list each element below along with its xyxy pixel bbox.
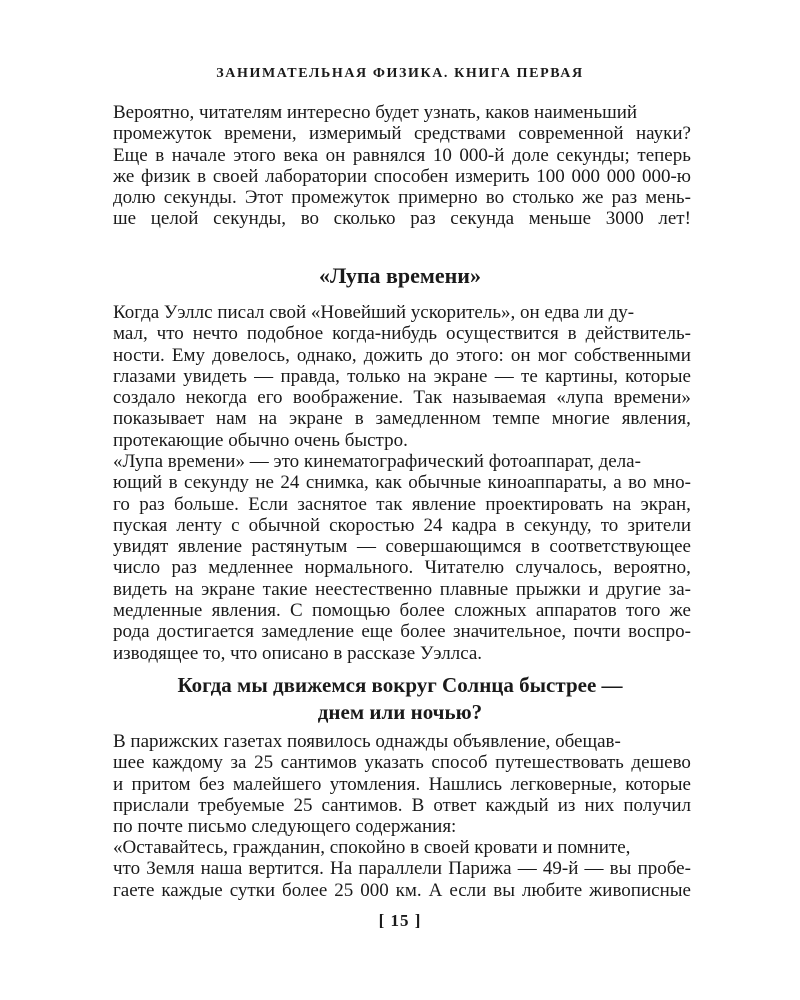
text-line: «Оставайтесь, гражданин, спокойно в своей кровати и помните, — [113, 837, 631, 858]
section-heading-sun-line-2: днем или ночью? — [317, 700, 483, 724]
text-line: изводящее то, что описано в рассказе Уэллса. — [113, 642, 483, 664]
text-line: и притом без малейшего утомления. Нашлись легковерные, которые — [113, 773, 691, 795]
text-line: создало некогда его воображение. Так называемая «лупа времени» — [113, 387, 691, 409]
section-heading-sun-line-1: Когда мы движемся вокруг Солнца быстрее — — [177, 673, 623, 697]
text-line: долю секунды. Этот промежуток примерно во столько же раз мень- — [113, 187, 691, 209]
text-line: промежуток времени, измеримый средствами современной науки? — [113, 123, 691, 145]
text-line: ше целой секунды, во сколько раз секунда меньше 3000 лет! — [113, 208, 691, 230]
text-line: рода достигается замедление еще более значительное, почти воспро- — [113, 621, 691, 643]
section-heading-lupa: «Лупа времени» — [318, 263, 481, 288]
text-line: ности. Ему довелось, однако, дожить до этого: он мог собственными — [113, 344, 691, 366]
page-number: [ 15 ] — [378, 911, 422, 930]
text-line: пуская ленту с обычной скоростью 24 кадра в секунду, то зрители — [113, 514, 691, 536]
text-line: число раз медленнее нормального. Читателю случалось, вероятно, — [113, 557, 691, 579]
text-line: увидят явление растянутым — совершающимся в соответствующее — [113, 536, 691, 558]
running-head: ЗАНИМАТЕЛЬНАЯ ФИЗИКА. КНИГА ПЕРВАЯ — [216, 66, 584, 81]
text-line: го раз больше. Если заснятое так явление проектировать на экран, — [113, 493, 691, 515]
text-line: В парижских газетах появилось однажды объявление, обещав- — [113, 731, 621, 752]
text-line: гаете каждые сутки более 25 000 км. А если вы любите живописные — [113, 879, 691, 901]
text-line: показывает нам на экране в замедленном темпе многие явления, — [113, 408, 691, 430]
text-line: «Лупа времени» — это кинематографический фотоаппарат, делa- — [113, 451, 641, 472]
text-line: что Земля наша вертится. На параллели Парижа — 49-й — вы пробе- — [113, 858, 691, 880]
text-line: протекающие обычно очень быстро. — [113, 429, 408, 451]
lupa-paragraph-2 — [113, 451, 691, 664]
text-line: Еще в начале этого века он равнялся 10 000-й доле секунды; теперь — [113, 144, 691, 166]
text-line: ющий в секунду не 24 снимка, как обычные киноаппараты, а во мно- — [113, 472, 691, 494]
sun-paragraph-1 — [113, 731, 691, 837]
sun-paragraph-2 — [113, 837, 691, 901]
lupa-paragraph-1 — [113, 302, 691, 451]
text-line: по почте письмо следующего содержания: — [113, 816, 457, 838]
text-line: прислали требуемые 25 сантимов. В ответ каждый из них получил — [113, 794, 691, 816]
section-heading-sun — [0, 672, 800, 726]
text-line: медленные явления. С помощью более сложных аппаратов того же — [113, 600, 691, 622]
text-line: мал, что нечто подобное когда-нибудь осуществится в действитель- — [113, 323, 691, 345]
text-line: Когда Уэллс писал свой «Новейший ускоритель», он едва ли ду- — [113, 302, 635, 323]
intro-paragraph — [113, 102, 691, 230]
text-line: видеть на экране такие неестественно плавные прыжки и другие за- — [113, 578, 691, 600]
text-line: Вероятно, читателям интересно будет узнать, каков наименьший — [113, 102, 638, 123]
text-line: же физик в своей лаборатории способен измерить 100 000 000 000-ю — [113, 165, 691, 187]
text-line: глазами увидеть — правда, только на экране — те картины, которые — [113, 365, 691, 387]
text-line: шее каждому за 25 сантимов указать способ путешествовать дешево — [113, 752, 691, 774]
